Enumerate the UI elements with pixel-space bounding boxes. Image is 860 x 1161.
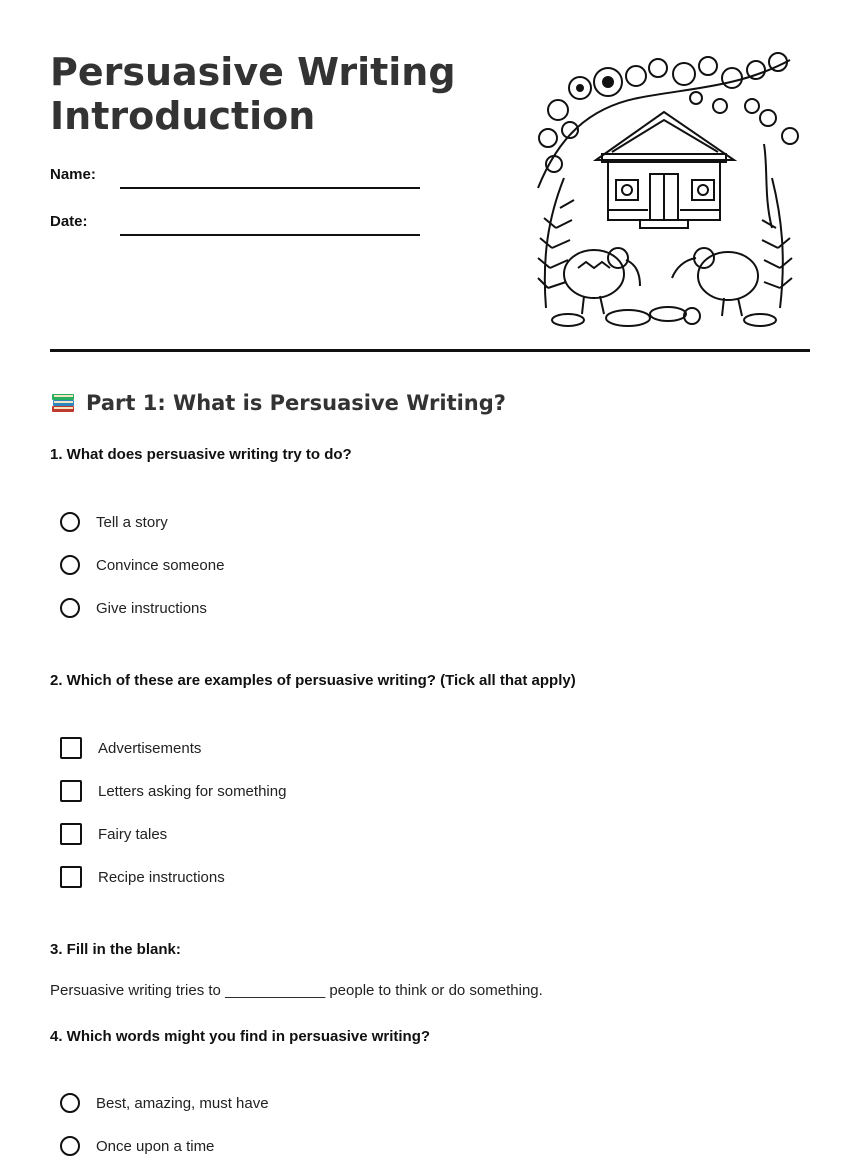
checkbox[interactable] — [60, 823, 82, 845]
question-2-option[interactable] — [60, 735, 201, 761]
title-line-1: Persuasive Writing — [50, 50, 456, 94]
date-label: Date: — [50, 213, 88, 230]
wharenui-kiwi-illustration — [528, 48, 800, 332]
question-1-option[interactable] — [60, 552, 224, 578]
question-1-option[interactable] — [60, 595, 207, 621]
radio-button[interactable] — [60, 555, 80, 575]
kiwi-bird-left — [564, 248, 640, 314]
radio-button[interactable] — [60, 1136, 80, 1156]
section-title-part-1 — [50, 388, 506, 419]
option-label: Recipe instructions — [98, 868, 225, 886]
date-field[interactable] — [120, 234, 420, 236]
option-label: Best, amazing, must have — [96, 1094, 269, 1112]
name-label: Name: — [50, 166, 96, 183]
checkbox[interactable] — [60, 780, 82, 802]
books-icon — [50, 388, 76, 419]
question-2-prompt: 2. Which of these are examples of persuasive writing? (Tick all that apply) — [50, 672, 576, 689]
checkbox[interactable] — [60, 866, 82, 888]
option-label: Once upon a time — [96, 1137, 215, 1155]
name-field[interactable] — [120, 187, 420, 189]
radio-button[interactable] — [60, 512, 80, 532]
checkbox[interactable] — [60, 737, 82, 759]
option-label: Convince someone — [96, 556, 225, 574]
house — [596, 112, 734, 228]
question-3-prompt: 3. Fill in the blank: — [50, 941, 181, 958]
option-label: Give instructions — [96, 599, 207, 617]
kiwi-bird-right — [672, 248, 758, 316]
option-label: Tell a story — [96, 513, 168, 531]
question-1-prompt: 1. What does persuasive writing try to do? — [50, 446, 352, 463]
option-label: Fairy tales — [98, 825, 168, 843]
radio-button[interactable] — [60, 1093, 80, 1113]
option-label: Letters asking for something — [98, 782, 287, 800]
radio-button[interactable] — [60, 598, 80, 618]
title-line-2: Introduction — [50, 94, 316, 138]
page-title — [50, 50, 490, 138]
question-4-prompt: 4. Which words might you find in persuasive writing? — [50, 1028, 431, 1045]
option-label: Advertisements — [98, 739, 202, 757]
section-title-text: Part 1: What is Persuasive Writing? — [86, 391, 506, 415]
question-4-option[interactable] — [60, 1090, 269, 1116]
fill-in-blank-sentence: Persuasive writing tries to ____________ people to think or do something. — [50, 982, 543, 999]
question-1-option[interactable] — [60, 509, 168, 535]
question-4-option[interactable] — [60, 1133, 214, 1159]
question-2-option[interactable] — [60, 864, 225, 890]
question-2-option[interactable] — [60, 821, 167, 847]
question-2-option[interactable] — [60, 778, 286, 804]
header-divider — [50, 349, 810, 352]
ground-leaves — [552, 307, 776, 326]
